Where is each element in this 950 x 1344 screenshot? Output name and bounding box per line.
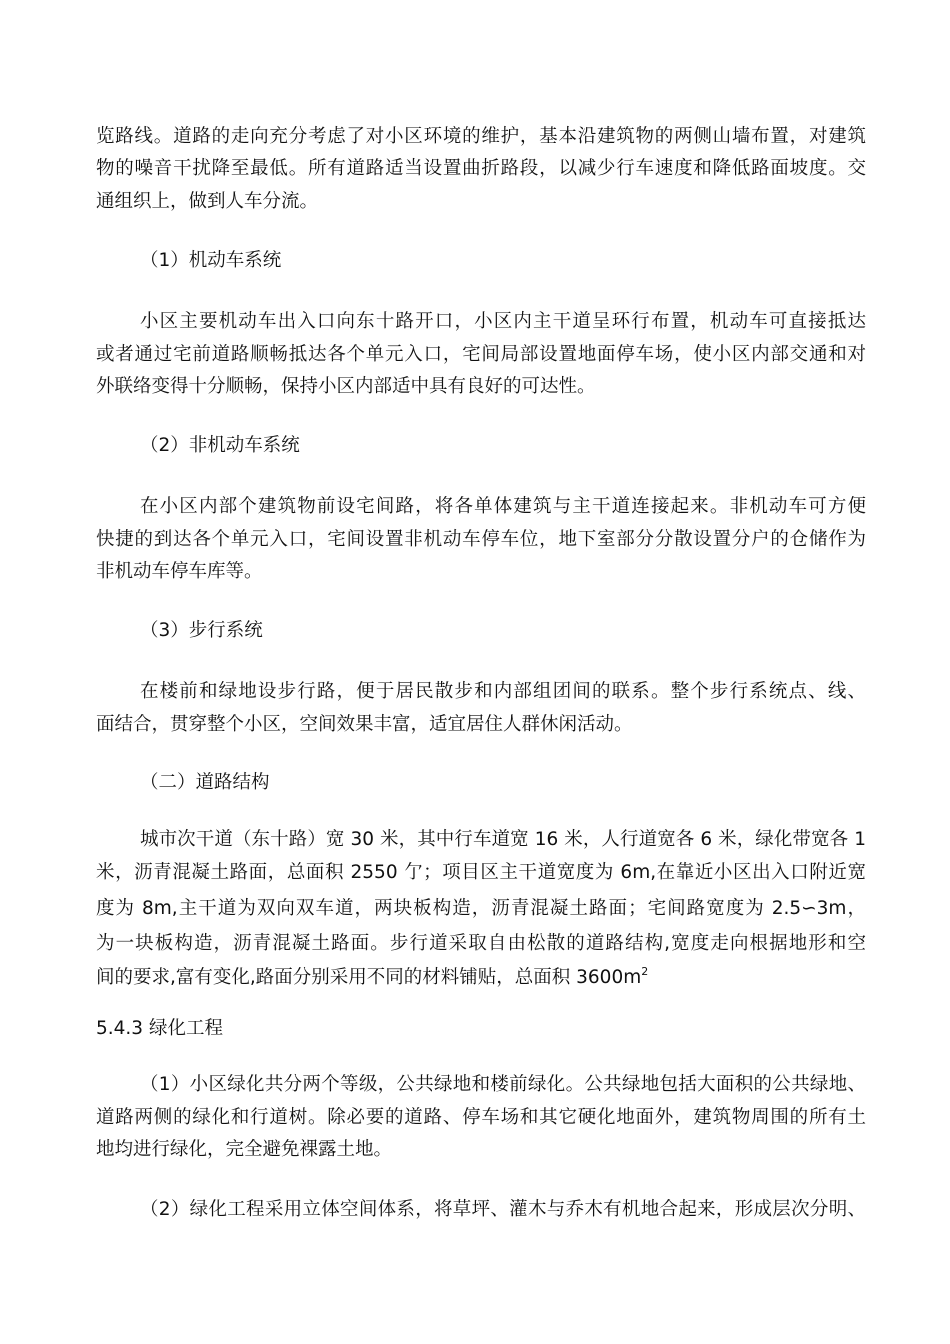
paragraph-line: （1）小区绿化共分两个等级，公共绿地和楼前绿化。公共绿地包括大面积的公共绿地、 — [140, 1074, 866, 1095]
paragraph-line: 或者通过宅前道路顺畅抵达各个单元入口，宅间局部设置地面停车场，使小区内部交通和对 — [96, 344, 866, 365]
paragraph-line: 通组织上，做到人车分流。 — [96, 191, 319, 212]
paragraph-line: 小区主要机动车出入口向东十路开口，小区内主干道呈环行布置，机动车可直接抵达 — [140, 311, 866, 332]
heading-walking-system: （3）步行系统 — [140, 620, 263, 641]
paragraph-line: 物的噪音干扰降至最低。所有道路适当设置曲折路段，以减少行车速度和降低路面坡度。交 — [96, 158, 866, 179]
paragraph-line: 城市次干道（东十路）宽 30 米，其中行车道宽 16 米，人行道宽各 6 米，绿化带宽各 1 — [140, 829, 866, 850]
paragraph-line: 米，沥青混凝土路面，总面积 2550 亇；项目区主干道宽度为 6m,在靠近小区出入口附近宽 — [96, 862, 866, 883]
paragraph-line: 快捷的到达各个单元入口，宅间设置非机动车停车位，地下室部分分散设置分户的仓储作为 — [96, 529, 866, 550]
paragraph-line: 在楼前和绿地设步行路，便于居民散步和内部组团间的联系。整个步行系统点、线、 — [140, 681, 866, 702]
superscript-square: 2 — [641, 965, 649, 978]
paragraph-line: 道路两侧的绿化和行道树。除必要的道路、停车场和其它硬化地面外，建筑物周围的所有土 — [96, 1107, 866, 1128]
section-heading-greening: 5.4.3 绿化工程 — [96, 1018, 223, 1039]
paragraph-line: 面结合，贯穿整个小区，空间效果丰富，适宜居住人群休闲活动。 — [96, 714, 633, 735]
paragraph-line: （2）绿化工程采用立体空间体系，将草坪、灌木与乔木有机地合起来，形成层次分明、 — [140, 1199, 866, 1220]
heading-road-structure: （二）道路结构 — [140, 772, 270, 793]
paragraph-line: 在小区内部个建筑物前设宅间路，将各单体建筑与主干道连接起来。非机动车可方便 — [140, 496, 866, 517]
paragraph-line: 外联络变得十分顺畅，保持小区内部适中具有良好的可达性。 — [96, 376, 596, 397]
paragraph-line: 地均进行绿化，完全避免裸露土地。 — [96, 1139, 393, 1160]
paragraph-line: 为一块板构造，沥青混凝土路面。步行道采取自由松散的道路结构,宽度走向根据地形和空 — [96, 933, 866, 954]
paragraph-line: 览路线。道路的走向充分考虑了对小区环境的维护，基本沿建筑物的两侧山墙布置，对建筑 — [96, 126, 866, 147]
paragraph-line: 度为 8m,主干道为双向双车道，两块板构造，沥青混凝土路面；宅间路宽度为 2.5∽3m， — [96, 898, 866, 919]
heading-motor-system: （1）机动车系统 — [140, 250, 282, 271]
heading-nonmotor-system: （2）非机动车系统 — [140, 435, 300, 456]
paragraph-line: 非机动车停车库等。 — [96, 561, 263, 582]
paragraph-line-with-area — [96, 966, 866, 990]
area-text: 间的要求,富有变化,路面分别采用不同的材料铺贴，总面积 3600m — [96, 967, 642, 988]
